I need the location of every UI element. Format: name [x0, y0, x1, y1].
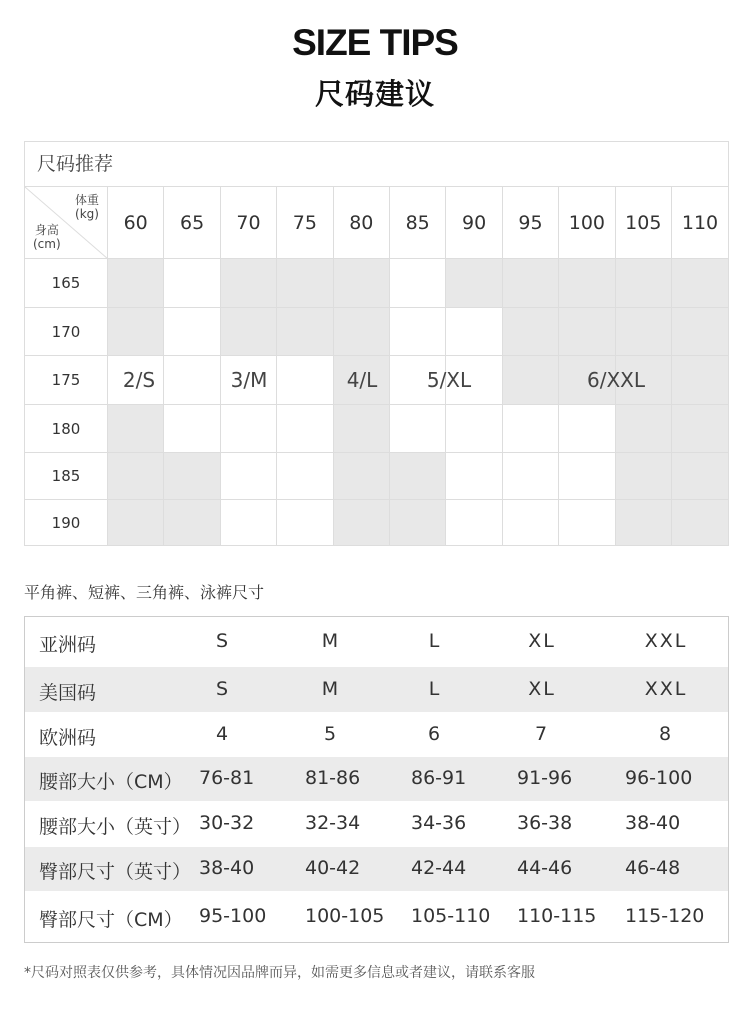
- height-row-header: 180: [25, 405, 108, 453]
- size-label: 6/XXL: [586, 368, 646, 392]
- size-value: 81-86: [305, 767, 361, 789]
- size-value: S: [215, 677, 231, 700]
- chart-cell: [390, 259, 446, 308]
- size-value: L: [428, 677, 442, 700]
- weight-label: 体重: [74, 193, 99, 207]
- row-label: 臀部尺寸（英寸）: [39, 861, 192, 883]
- chart-cell: [221, 500, 277, 545]
- page-title: SIZE TIPS: [292, 22, 458, 63]
- chart-cell: [164, 356, 220, 405]
- size-value: 44-46: [517, 857, 573, 879]
- height-row-header: 185: [25, 453, 108, 500]
- row-label: 美国码: [39, 681, 97, 704]
- size-value: XL: [528, 630, 556, 652]
- chart-cell: [672, 500, 728, 545]
- size-value: 76-81: [199, 767, 255, 789]
- pants-section-title: 平角裤、短裤、三角裤、泳裤尺寸: [24, 583, 265, 602]
- size-value: 30-32: [199, 812, 255, 834]
- weight-column-header: 70: [221, 187, 277, 259]
- size-value: 4: [215, 722, 231, 745]
- size-value: M: [321, 630, 341, 652]
- chart-cell: [503, 259, 559, 308]
- size-value: 115-120: [625, 904, 705, 927]
- size-value: 100-105: [305, 904, 385, 927]
- size-value: 110-115: [517, 904, 597, 927]
- weight-column-header: 60: [108, 187, 164, 259]
- size-value: XXL: [644, 677, 688, 700]
- chart-cell: [390, 453, 446, 500]
- chart-cell: [559, 500, 615, 545]
- chart-cell: [277, 259, 333, 308]
- row-label: 腰部大小（英寸）: [39, 816, 192, 838]
- height-row-header: 175: [25, 356, 108, 405]
- chart-cell: [277, 308, 333, 356]
- size-value: 38-40: [199, 857, 255, 879]
- row-label: 欧洲码: [39, 726, 97, 749]
- weight-column-header: 75: [277, 187, 333, 259]
- chart-cell: [108, 453, 164, 500]
- size-value: 42-44: [411, 857, 467, 879]
- table-row: [25, 757, 728, 801]
- size-value: 105-110: [411, 904, 491, 927]
- chart-cell: [334, 405, 390, 453]
- size-value: 95-100: [199, 904, 267, 927]
- weight-column-header: 105: [616, 187, 672, 259]
- table-row: [25, 667, 728, 712]
- weight-column-header: 85: [390, 187, 446, 259]
- chart-caption: 尺码推荐: [25, 142, 728, 187]
- height-axis-label: [33, 223, 61, 251]
- chart-cell: [616, 453, 672, 500]
- height-row-header: 165: [25, 259, 108, 308]
- size-value: 86-91: [411, 767, 467, 789]
- row-label: 臀部尺寸（CM）: [39, 908, 183, 931]
- size-label: 4/L: [346, 368, 378, 392]
- weight-unit: (kg): [75, 207, 99, 221]
- height-row-header: 170: [25, 308, 108, 356]
- table-row: [25, 847, 728, 891]
- size-value: M: [321, 677, 341, 700]
- chart-cell: [672, 405, 728, 453]
- size-value: 36-38: [517, 812, 573, 834]
- chart-cell: [108, 259, 164, 308]
- chart-cell: [503, 308, 559, 356]
- chart-cell: [616, 405, 672, 453]
- chart-cell: [277, 405, 333, 453]
- size-value: 46-48: [625, 857, 681, 879]
- chart-cell: [503, 356, 559, 405]
- chart-cell: [503, 453, 559, 500]
- height-label: 身高: [34, 223, 59, 237]
- weight-column-header: 80: [334, 187, 390, 259]
- chart-cell: [672, 308, 728, 356]
- height-row-header: 190: [25, 500, 108, 545]
- chart-cell: [559, 405, 615, 453]
- chart-cell: [221, 259, 277, 308]
- weight-column-header: 110: [672, 187, 728, 259]
- size-recommendation-chart: [24, 141, 729, 546]
- weight-axis-label: [75, 193, 99, 221]
- chart-cell: [334, 453, 390, 500]
- chart-cell: [277, 500, 333, 545]
- size-value: 6: [427, 722, 443, 745]
- chart-cell: [390, 500, 446, 545]
- size-label: 3/M: [230, 368, 268, 392]
- chart-cell: [164, 308, 220, 356]
- chart-cell: [559, 308, 615, 356]
- size-value: L: [428, 630, 442, 652]
- size-value: S: [215, 630, 231, 652]
- pants-size-table: [24, 616, 729, 943]
- chart-cell: [221, 405, 277, 453]
- chart-cell: [108, 405, 164, 453]
- row-label: 腰部大小（CM）: [39, 771, 183, 793]
- chart-cell: [390, 405, 446, 453]
- size-value: 34-36: [411, 812, 467, 834]
- chart-cell: [672, 453, 728, 500]
- size-value: 5: [323, 722, 339, 745]
- size-value: XXL: [644, 630, 688, 652]
- chart-cell: [446, 453, 502, 500]
- chart-cell: [559, 259, 615, 308]
- table-row: [25, 801, 728, 847]
- chart-cell: [616, 500, 672, 545]
- size-value: 8: [658, 722, 674, 745]
- weight-column-header: 95: [503, 187, 559, 259]
- chart-cell: [221, 308, 277, 356]
- chart-cell: [503, 500, 559, 545]
- row-label: 亚洲码: [39, 634, 97, 656]
- chart-cell: [164, 405, 220, 453]
- chart-cell: [334, 259, 390, 308]
- chart-cell: [164, 259, 220, 308]
- chart-cell: [108, 500, 164, 545]
- footnote: *尺码对照表仅供参考，具体情况因品牌而异，如需更多信息或者建议，请联系客服: [24, 965, 535, 981]
- size-value: 40-42: [305, 857, 361, 879]
- chart-cell: [446, 259, 502, 308]
- weight-column-header: 65: [164, 187, 220, 259]
- size-value: 38-40: [625, 812, 681, 834]
- chart-cell: [503, 405, 559, 453]
- chart-cell: [616, 308, 672, 356]
- chart-corner-header: [25, 187, 108, 259]
- table-row: [25, 891, 728, 942]
- chart-cell: [446, 405, 502, 453]
- height-unit: (cm): [33, 237, 61, 251]
- chart-cell: [277, 356, 333, 405]
- size-value: 96-100: [625, 767, 693, 789]
- chart-cell: [672, 259, 728, 308]
- size-value: 91-96: [517, 767, 573, 789]
- chart-cell: [277, 453, 333, 500]
- page-subtitle: 尺码建议: [314, 77, 435, 111]
- chart-cell: [446, 500, 502, 545]
- chart-cell: [334, 308, 390, 356]
- size-value: 32-34: [305, 812, 361, 834]
- chart-cell: [108, 308, 164, 356]
- table-row: [25, 617, 728, 667]
- weight-column-header: 90: [446, 187, 502, 259]
- chart-cell: [559, 453, 615, 500]
- chart-cell: [616, 259, 672, 308]
- size-value: 7: [534, 722, 550, 745]
- size-value: XL: [528, 677, 556, 700]
- chart-cell: [446, 308, 502, 356]
- size-label: 2/S: [122, 368, 156, 392]
- chart-cell: [221, 453, 277, 500]
- weight-column-header: 100: [559, 187, 615, 259]
- chart-cell: [164, 500, 220, 545]
- chart-cell: [390, 308, 446, 356]
- chart-cell: [164, 453, 220, 500]
- chart-cell: [334, 500, 390, 545]
- chart-cell: [672, 356, 728, 405]
- table-row: [25, 712, 728, 757]
- size-label: 5/XL: [426, 368, 472, 392]
